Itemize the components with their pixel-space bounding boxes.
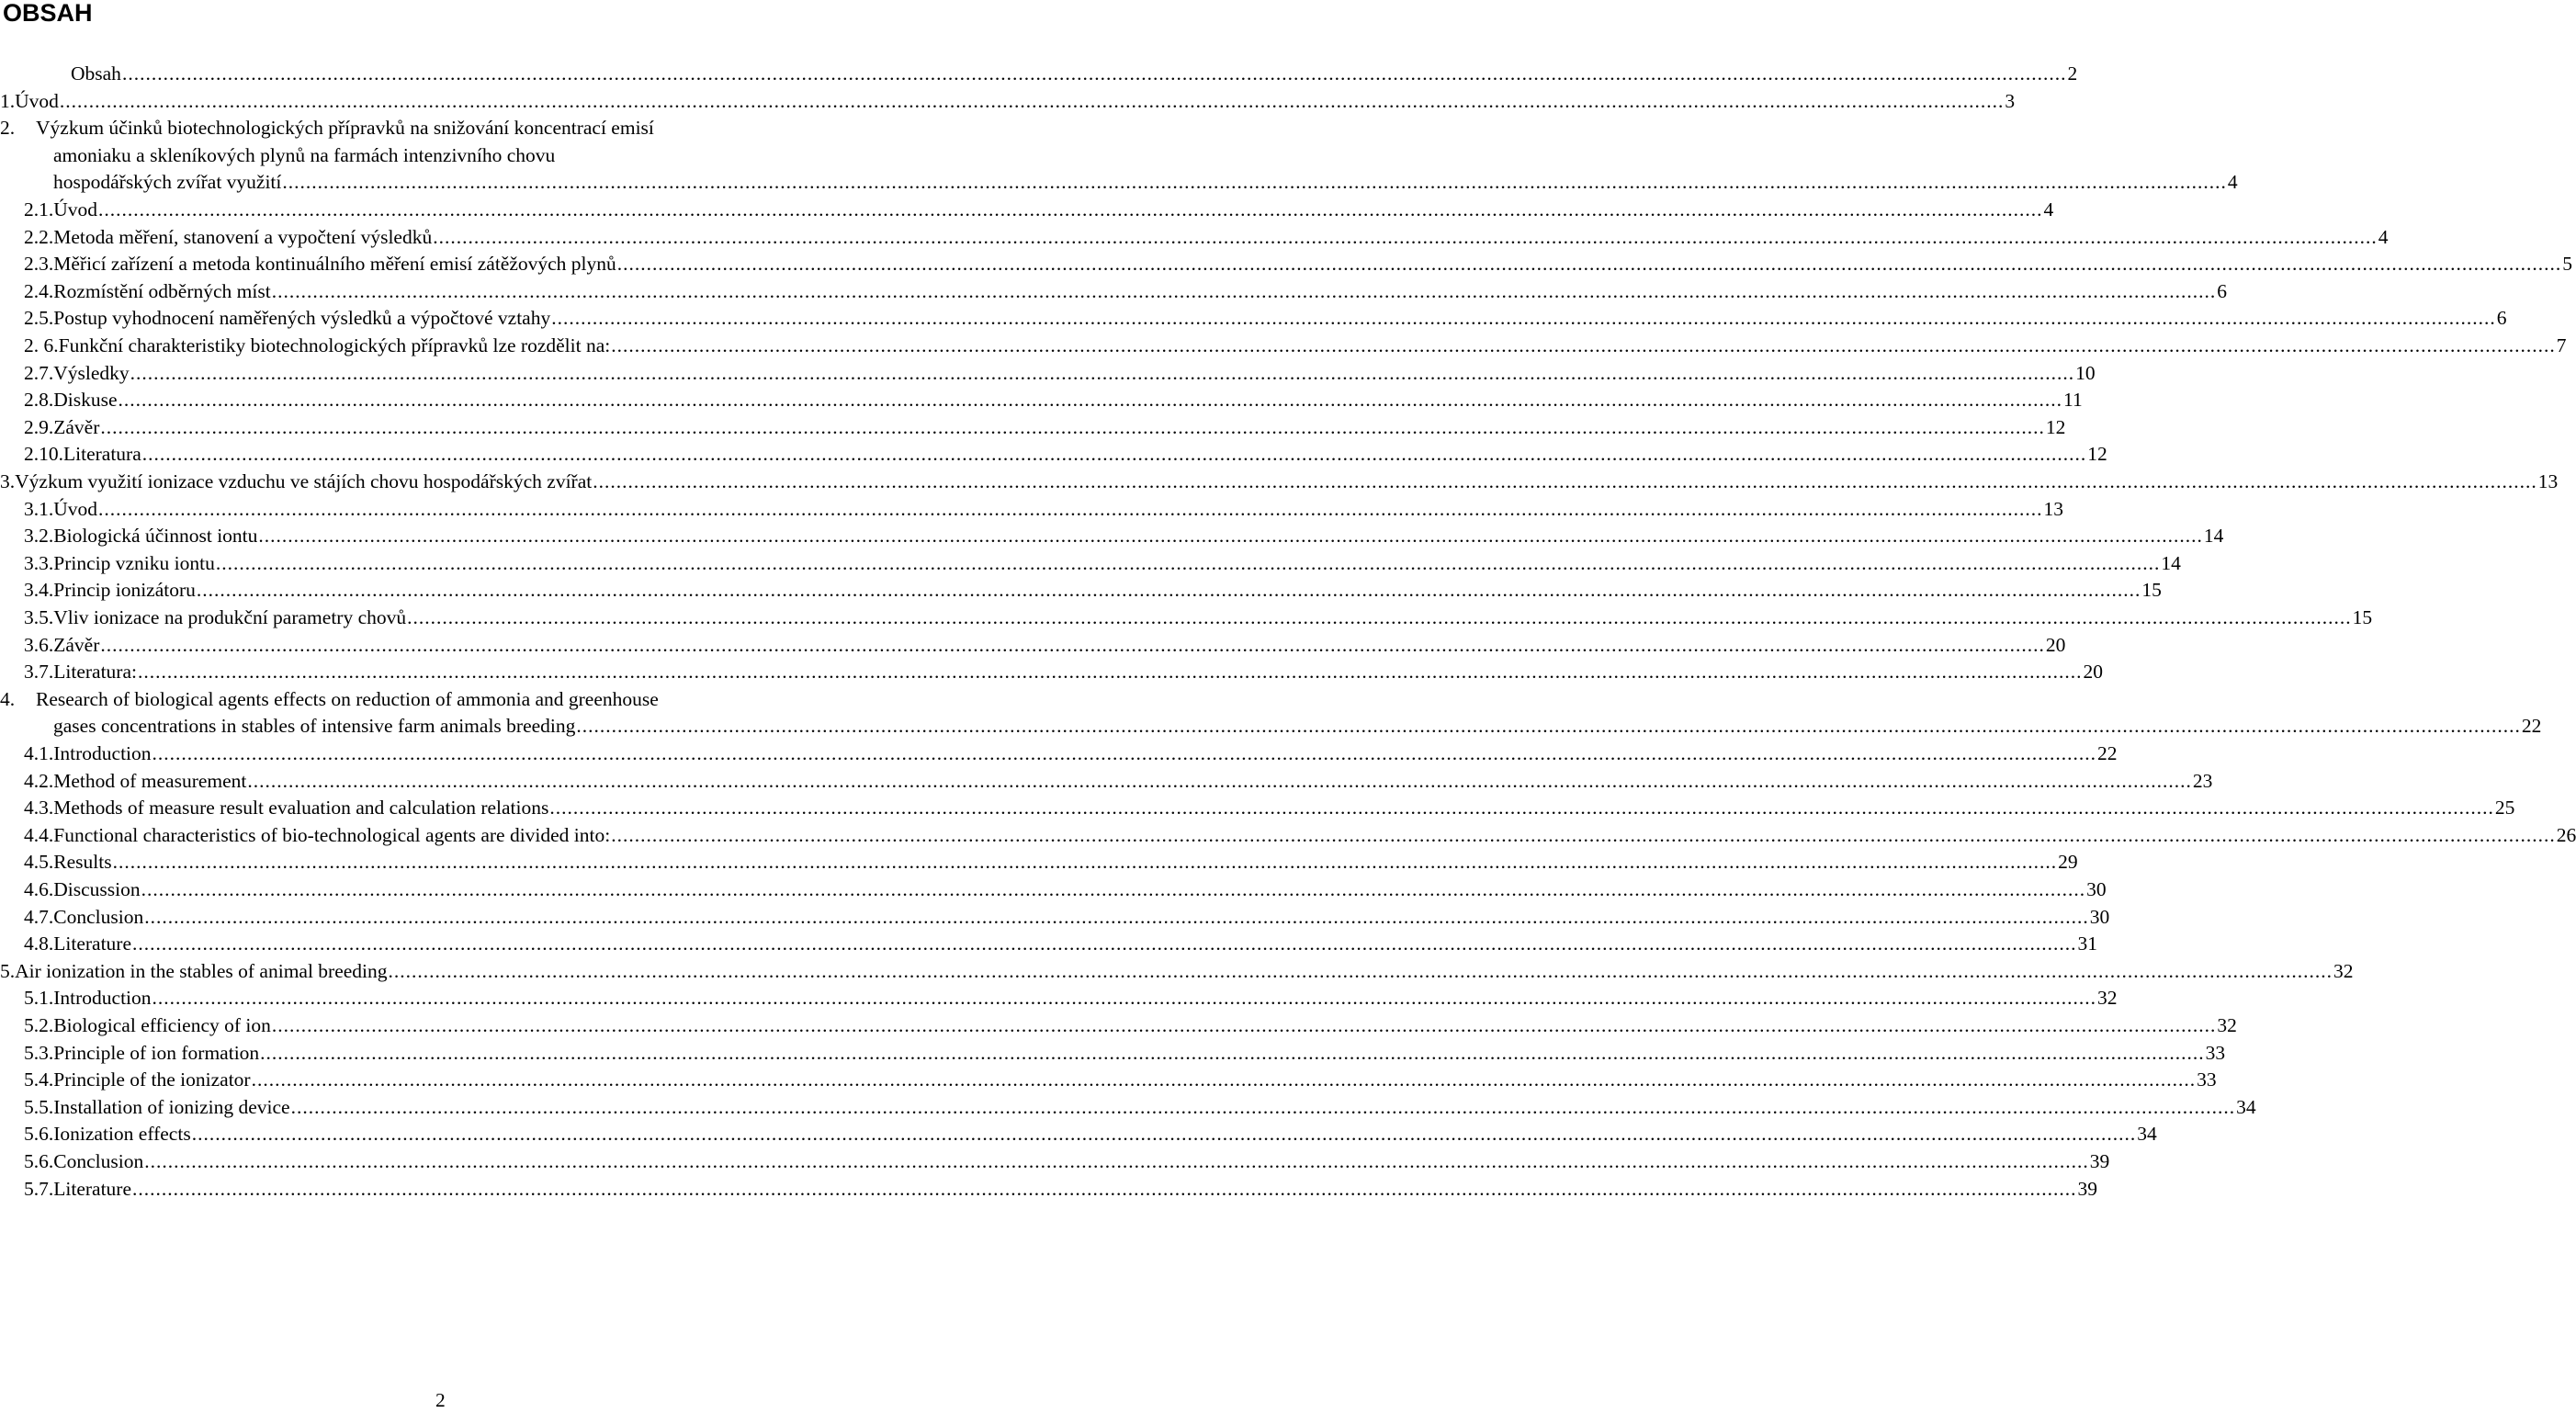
toc-dot-leader xyxy=(272,278,2217,306)
toc-entry-number: 5.6. xyxy=(24,1123,54,1146)
toc-entry-page: 30 xyxy=(2089,905,2110,928)
toc-entry-number: 2.1. xyxy=(24,198,54,220)
toc-dot-leader xyxy=(389,958,2333,986)
toc-dot-leader xyxy=(98,496,2043,524)
toc-entry-page: 2 xyxy=(2067,62,2078,85)
toc-entry-number: 2.2. xyxy=(24,225,54,248)
toc-entry-number: 4.3. xyxy=(24,797,54,820)
toc-entry-title: Introduction xyxy=(53,987,152,1010)
toc-entry[interactable] xyxy=(24,197,2054,224)
toc-dot-leader xyxy=(252,1067,2197,1094)
toc-entry-number: 2. xyxy=(0,117,16,140)
toc-entry-number: 4.6. xyxy=(24,878,54,900)
toc-entry-page: 33 xyxy=(2205,1041,2226,1064)
toc-entry-page: 23 xyxy=(2192,769,2213,792)
toc-dot-leader xyxy=(100,414,2045,442)
toc-entry[interactable] xyxy=(24,360,2096,388)
toc-entry-page: 4 xyxy=(2378,225,2389,248)
toc-entry[interactable] xyxy=(24,333,2567,360)
toc-entry-page: 22 xyxy=(2097,742,2118,764)
toc-entry-title: Results xyxy=(53,851,112,874)
toc-entry-title: Literatura: xyxy=(53,661,137,684)
page-number: 2 xyxy=(435,1389,446,1411)
toc-entry-title: Literatura xyxy=(63,443,141,466)
toc-entry-number: 3.3. xyxy=(24,551,54,574)
toc-dot-leader xyxy=(617,251,2562,278)
toc-dot-leader xyxy=(216,550,2161,578)
toc-entry-number: 5.7. xyxy=(24,1177,54,1200)
toc-entry-title: Ionization effects xyxy=(53,1123,191,1146)
toc-entry-title: Výsledky xyxy=(53,361,130,384)
toc-entry-title: Introduction xyxy=(53,742,152,764)
toc-entry-title: Závěr xyxy=(53,415,100,438)
toc-dot-leader xyxy=(132,931,2077,958)
toc-entry[interactable] xyxy=(24,1012,2237,1040)
toc-entry-page: 15 xyxy=(2141,579,2162,602)
toc-entry-page: 12 xyxy=(2087,443,2107,466)
toc-entry-page: 14 xyxy=(2203,525,2224,548)
toc-entry-title: Functional characteristics of bio-technological agents are divided into: xyxy=(53,823,611,846)
toc-entry-number: 4.4. xyxy=(24,823,54,846)
toc-entry[interactable] xyxy=(24,1040,2226,1068)
toc-dot-leader xyxy=(153,985,2097,1012)
toc-entry-page: 31 xyxy=(2077,933,2098,955)
toc-entry-title: Methods of measure result evaluation and calculation relations xyxy=(53,797,549,820)
toc-entry-title: Úvod xyxy=(53,497,98,520)
toc-entry-page: 20 xyxy=(2045,633,2066,656)
toc-entry-number: 3.4. xyxy=(24,579,54,602)
toc-entry-number: 5.4. xyxy=(24,1068,54,1091)
toc-entry-title: Funkční charakteristiky biotechnologických přípravků lze rozdělit na: xyxy=(58,334,611,356)
toc-dot-leader xyxy=(247,768,2192,796)
toc-entry-title: Metoda měření, stanovení a vypočtení výsledků xyxy=(53,225,433,248)
toc-entry-title: Installation of ionizing device xyxy=(53,1095,290,1118)
toc-entry-title: Výzkum účinků biotechnologických přípravků na snižování koncentrací emisí xyxy=(36,117,654,140)
toc-entry-number: 4.5. xyxy=(24,851,54,874)
toc-entry-page: 6 xyxy=(2496,307,2507,330)
toc-entry-title: Obsah xyxy=(71,62,121,85)
toc-entry-page: 29 xyxy=(2058,851,2078,874)
toc-dot-leader xyxy=(258,523,2203,550)
toc-entry[interactable] xyxy=(53,142,884,170)
toc-entry-page: 25 xyxy=(2494,797,2515,820)
toc-entry[interactable] xyxy=(24,441,2107,469)
toc-entry-page: 34 xyxy=(2137,1123,2157,1146)
toc-entry[interactable] xyxy=(53,713,2542,740)
toc-entry[interactable] xyxy=(71,61,2078,88)
toc-dot-leader xyxy=(130,360,2075,388)
toc-entry[interactable] xyxy=(24,904,2110,932)
toc-dot-leader xyxy=(141,876,2086,904)
toc-entry-title: Princip ionizátoru xyxy=(53,579,196,602)
toc-entry-title: Method of measurement xyxy=(53,769,247,792)
toc-entry-number: 5.1. xyxy=(24,987,54,1010)
toc-entry-title: Biologická účinnost iontu xyxy=(53,525,258,548)
toc-entry[interactable] xyxy=(0,958,2354,986)
toc-entry-page: 32 xyxy=(2097,987,2118,1010)
toc-entry-title: Měřicí zařízení a metoda kontinuálního měření emisí zátěžových plynů xyxy=(53,253,616,276)
toc-entry-title: Závěr xyxy=(53,633,100,656)
toc-dot-leader xyxy=(551,305,2496,333)
toc-entry[interactable] xyxy=(24,985,2118,1012)
toc-dot-leader xyxy=(433,224,2378,252)
toc-entry[interactable] xyxy=(24,605,2373,632)
toc-dot-leader xyxy=(197,577,2141,605)
toc-entry-number: 5.3. xyxy=(24,1041,54,1064)
toc-dot-leader xyxy=(611,333,2556,360)
toc-dot-leader xyxy=(122,61,2067,88)
toc-entry-title: Úvod xyxy=(53,198,98,220)
toc-entry-number: 4.2. xyxy=(24,769,54,792)
toc-dot-leader xyxy=(192,1121,2137,1148)
toc-entry[interactable] xyxy=(24,876,2107,904)
toc-entry-title: Principle of ion formation xyxy=(53,1041,260,1064)
toc-entry-title: amoniaku a skleníkových plynů na farmách intenzivního chovu xyxy=(53,143,556,166)
toc-entry-title: Diskuse xyxy=(53,389,118,412)
toc-entry-page: 22 xyxy=(2521,715,2542,738)
toc-entry-page: 4 xyxy=(2043,198,2054,220)
page-heading: OBSAH xyxy=(3,0,93,27)
toc-entry[interactable] xyxy=(24,1094,2256,1122)
toc-entry[interactable] xyxy=(24,931,2098,958)
toc-dot-leader xyxy=(60,88,2005,116)
toc-entry-title: Literature xyxy=(53,1177,132,1200)
toc-dot-leader xyxy=(98,197,2043,224)
toc-entry-number: 4.1. xyxy=(24,742,54,764)
toc-entry-title: Conclusion xyxy=(53,1150,144,1172)
toc-entry-number: 4.7. xyxy=(24,905,54,928)
toc-entry-title: Air ionization in the stables of animal breeding xyxy=(15,959,388,982)
toc-entry-number: 2.8. xyxy=(24,389,54,412)
toc-entry[interactable] xyxy=(24,632,2066,660)
toc-entry[interactable] xyxy=(53,169,2238,197)
toc-entry-title: Principle of the ionizator xyxy=(53,1068,251,1091)
toc-dot-leader xyxy=(113,849,2058,876)
toc-entry[interactable] xyxy=(0,686,884,714)
toc-entry-title: Conclusion xyxy=(53,905,144,928)
toc-entry[interactable] xyxy=(24,496,2064,524)
toc-entry-page: 30 xyxy=(2086,878,2107,900)
toc-entry-page: 13 xyxy=(2537,470,2559,492)
toc-entry-page: 34 xyxy=(2236,1095,2256,1118)
toc-entry-number: 2.9. xyxy=(24,415,54,438)
toc-entry-page: 39 xyxy=(2089,1150,2110,1172)
toc-entry-number: 2.10. xyxy=(24,443,63,466)
toc-entry[interactable] xyxy=(24,849,2078,876)
toc-entry-title: Research of biological agents effects on reduction of ammonia and greenhouse xyxy=(36,687,659,710)
toc-entry-page: 39 xyxy=(2077,1177,2098,1200)
toc-entry[interactable] xyxy=(0,88,2016,116)
toc-entry[interactable] xyxy=(24,414,2066,442)
toc-entry[interactable] xyxy=(24,387,2083,414)
toc-dot-leader xyxy=(144,1148,2089,1176)
toc-dot-leader xyxy=(272,1012,2217,1040)
toc-entry-number: 3.5. xyxy=(24,606,54,628)
toc-dot-leader xyxy=(576,713,2521,740)
toc-entry[interactable] xyxy=(24,305,2507,333)
toc-entry-page: 14 xyxy=(2161,551,2181,574)
toc-entry[interactable] xyxy=(24,523,2224,550)
toc-entry[interactable] xyxy=(24,1121,2157,1148)
toc-dot-leader xyxy=(100,632,2045,660)
toc-dot-leader xyxy=(282,169,2227,197)
toc-entry-number: 2. 6. xyxy=(24,334,59,356)
toc-dot-leader xyxy=(132,1176,2077,1204)
toc-entry-title: Úvod xyxy=(15,89,59,112)
toc-entry-title: hospodářských zvířat využití xyxy=(53,171,282,194)
toc-entry[interactable] xyxy=(24,795,2515,822)
toc-entry-number: 3.6. xyxy=(24,633,54,656)
toc-dot-leader xyxy=(260,1040,2205,1068)
toc-dot-leader xyxy=(291,1094,2236,1122)
toc-entry-title: Výzkum využití ionizace vzduchu ve stájích chovu hospodářských zvířat xyxy=(15,470,593,492)
toc-entry-page: 3 xyxy=(2005,89,2016,112)
toc-entry-number: 3.7. xyxy=(24,661,54,684)
toc-dot-leader xyxy=(153,740,2097,768)
toc-entry[interactable] xyxy=(24,659,2103,686)
toc-entry[interactable] xyxy=(24,278,2227,306)
toc-entry[interactable] xyxy=(0,469,2559,496)
toc-entry-number: 4.8. xyxy=(24,933,54,955)
toc-entry-number: 4. xyxy=(0,687,16,710)
toc-entry-title: Rozmístění odběrných míst xyxy=(53,279,271,302)
toc-dot-leader xyxy=(407,605,2352,632)
toc-entry-page: 7 xyxy=(2556,334,2567,356)
toc-entry[interactable] xyxy=(24,740,2118,768)
toc-dot-leader xyxy=(138,659,2083,686)
toc-entry-page: 10 xyxy=(2075,361,2096,384)
toc-entry-number: 3.1. xyxy=(24,497,54,520)
toc-entry-page: 5 xyxy=(2562,253,2573,276)
toc-entry[interactable] xyxy=(24,1148,2110,1176)
toc-entry-number: 1. xyxy=(0,89,16,112)
toc-entry-number: 3. xyxy=(0,470,16,492)
toc-dot-leader xyxy=(144,904,2089,932)
toc-entry-title: Vliv ionizace na produkční parametry chovů xyxy=(53,606,407,628)
toc-entry[interactable] xyxy=(24,251,2573,278)
toc-entry[interactable] xyxy=(0,115,884,142)
toc-entry-number: 2.3. xyxy=(24,253,54,276)
toc-entry[interactable] xyxy=(24,224,2389,252)
toc-entry[interactable] xyxy=(24,768,2213,796)
toc-entry-page: 26 xyxy=(2556,823,2576,846)
toc-entry[interactable] xyxy=(24,1067,2217,1094)
toc-dot-leader xyxy=(593,469,2537,496)
toc-entry-number: 5.5. xyxy=(24,1095,54,1118)
toc-entry-title: Princip vzniku iontu xyxy=(53,551,215,574)
toc-entry-number: 2.7. xyxy=(24,361,54,384)
toc-entry-page: 6 xyxy=(2217,279,2227,302)
toc-entry[interactable] xyxy=(24,1176,2098,1204)
toc-entry-page: 4 xyxy=(2227,171,2238,194)
toc-entry-title: Biological efficiency of ion xyxy=(53,1014,271,1036)
toc-entry-number: 5.2. xyxy=(24,1014,54,1036)
toc-entry[interactable] xyxy=(24,577,2162,605)
toc-entry-title: Postup vyhodnocení naměřených výsledků a výpočtové vztahy xyxy=(53,307,551,330)
toc-entry-page: 12 xyxy=(2045,415,2066,438)
toc-entry-page: 32 xyxy=(2333,959,2354,982)
toc-entry-page: 20 xyxy=(2083,661,2103,684)
toc-dot-leader xyxy=(549,795,2494,822)
toc-entry-number: 2.4. xyxy=(24,279,54,302)
toc-entry[interactable] xyxy=(24,550,2181,578)
toc-entry-page: 13 xyxy=(2043,497,2064,520)
toc-entry-page: 32 xyxy=(2217,1014,2237,1036)
toc-dot-leader xyxy=(142,441,2087,469)
toc-dot-leader xyxy=(119,387,2063,414)
toc-entry[interactable] xyxy=(24,822,2576,850)
toc-entry-title: Literature xyxy=(53,933,132,955)
toc-entry-number: 5. xyxy=(0,959,16,982)
toc-entry-title: gases concentrations in stables of intensive farm animals breeding xyxy=(53,715,576,738)
toc-entry-page: 11 xyxy=(2063,389,2083,412)
toc-dot-leader xyxy=(611,822,2556,850)
toc-entry-title: Discussion xyxy=(53,878,141,900)
toc-entry-page: 33 xyxy=(2197,1068,2217,1091)
toc-entry-number: 3.2. xyxy=(24,525,54,548)
toc-entry-number: 2.5. xyxy=(24,307,54,330)
toc-entry-number: 5.6. xyxy=(24,1150,54,1172)
toc-entry-page: 15 xyxy=(2352,606,2373,628)
